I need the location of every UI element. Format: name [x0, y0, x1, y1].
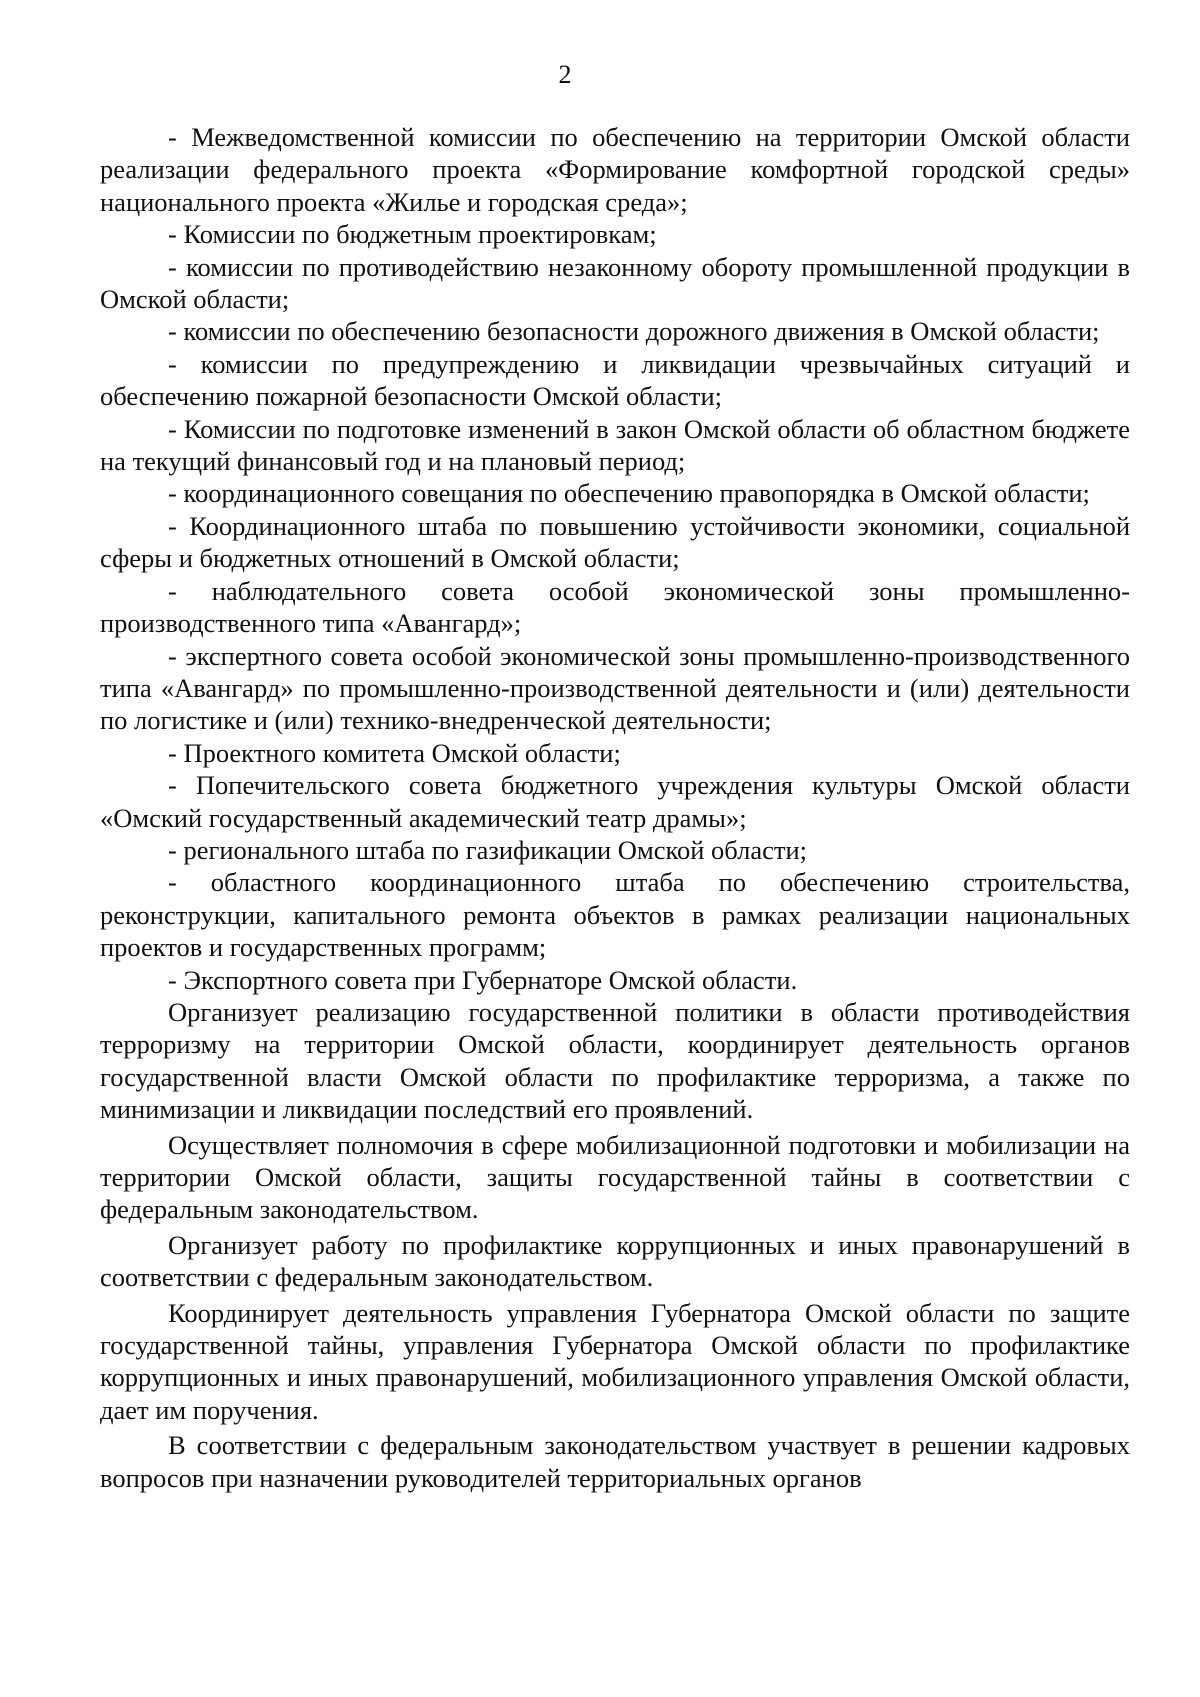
list-item-trustee-council: - Попечительского совета бюджетного учреждения культуры Омской области «Омский государственный академический театр драмы»;	[100, 770, 1130, 833]
page-number: 2	[558, 60, 572, 89]
list-item-budget-law-commission: - Комиссии по подготовке изменений в закон Омской области об областном бюджете на текущий финансовый год и на плановый период;	[100, 413, 1130, 477]
list-item-export-council: - Экспортного совета при Губернаторе Омской области.	[168, 964, 798, 995]
list-item-road-safety-commission: - комиссии по обеспечению безопасности дорожного движения в Омской области;	[168, 316, 1100, 347]
list-item-illegal-trade-commission: - комиссии по противодействию незаконному обороту промышленной продукции в Омской области;	[100, 251, 1130, 315]
document-body	[100, 121, 1130, 1494]
list-item-project-committee: - Проектного комитета Омской области;	[168, 737, 621, 768]
list-item-law-order-meeting: - координационного совещания по обеспечению правопорядка в Омской области;	[168, 478, 1090, 509]
paragraph-coordination: Координирует деятельность управления Губернатора Омской области по защите государственной тайны, управления Губернатора Омской области по профилактике коррупционных и иных правонарушений, мобилизационного управления Омской области, дает им поручения.	[100, 1297, 1130, 1425]
paragraph-anti-corruption: Организует работу по профилактике коррупционных и иных правонарушений в соответствии с федеральным законодательством.	[100, 1229, 1130, 1293]
list-item-budget-commission: - Комиссии по бюджетным проектировкам;	[168, 219, 657, 250]
list-item-construction-staff: - областного координационного штаба по обеспечению строительства, реконструкции, капитального ремонта объектов в рамках реализации национальных проектов и государственных программ;	[100, 867, 1130, 963]
list-item-gasification-staff: - регионального штаба по газификации Омской области;	[168, 834, 808, 865]
paragraph-counter-terrorism: Организует реализацию государственной политики в области противодействия терроризму на территории Омской области, координирует деятельность органов государственной власти Омской области по профилактике терроризма, а также по минимизации и ликвидации последствий его проявлений.	[100, 996, 1130, 1125]
list-item-economy-stability-staff: - Координационного штаба по повышению устойчивости экономики, социальной сферы и бюджетных отношений в Омской области;	[100, 510, 1130, 574]
paragraph-mobilization: Осуществляет полномочия в сфере мобилизационной подготовки и мобилизации на территории Омской области, защиты государственной тайны в соответствии с федеральным законодательством.	[100, 1129, 1130, 1225]
list-item-interdepartmental-commission: - Межведомственной комиссии по обеспечению на территории Омской области реализации федерального проекта «Формирование комфортной городской среды» национального проекта «Жилье и городская среда»;	[100, 122, 1130, 217]
list-item-emergency-commission: - комиссии по предупреждению и ликвидации чрезвычайных ситуаций и обеспечению пожарной безопасности Омской области;	[100, 348, 1130, 412]
list-item-expert-council: - экспертного совета особой экономической зоны промышленно-производственного типа «Авангард» по промышленно-производственной деятельности и (или) деятельности по логистике и (или) технико-внедренческой деятельности;	[100, 640, 1130, 736]
paragraph-personnel: В соответствии с федеральным законодательством участвует в решении кадровых вопросов при назначении руководителей территориальных органов	[100, 1430, 1130, 1493]
list-item-supervisory-council: - наблюдательного совета особой экономической зоны промышленно-производственного типа «Авангард»;	[100, 575, 1130, 639]
